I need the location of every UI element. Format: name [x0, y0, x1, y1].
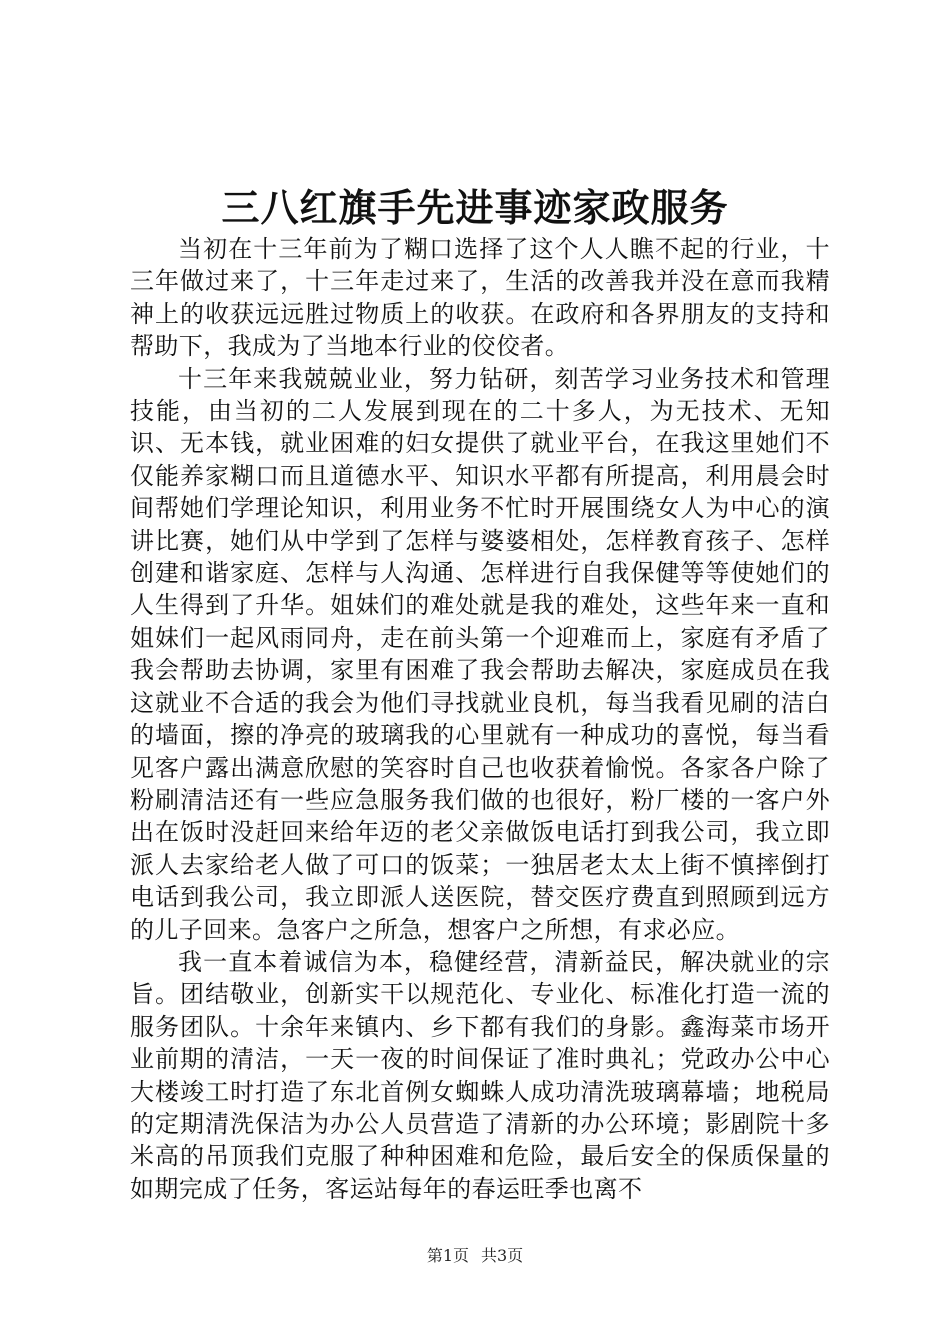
document-title: 三八红旗手先进事迹家政服务 — [221, 186, 729, 230]
document-body — [130, 233, 830, 1205]
page-footer — [0, 1245, 950, 1267]
page-number: 第1页 — [426, 1246, 469, 1265]
page-total: 共3页 — [481, 1246, 524, 1265]
paragraph: 我一直本着诚信为本，稳健经营，清新益民，解决就业的宗旨。团结敬业，创新实干以规范化、专业化、标准化打造一流的服务团队。十余年来镇内、乡下都有我们的身影。鑫海菜市场开业前期的清洁，一天一夜的时间保证了准时典礼；党政办公中心大楼竣工时打造了东北首例女蜘蛛人成功清洗玻璃幕墙；地税局的定期清洗保洁为办公人员营造了清新的办公环境；影剧院十多米高的吊顶我们克服了种种困难和危险，最后安全的保质保量的如期完成了任务，客运站每年的春运旺季也离不 — [130, 947, 830, 1203]
paragraph: 当初在十三年前为了糊口选择了这个人人瞧不起的行业，十三年做过来了，十三年走过来了，生活的改善我并没在意而我精神上的收获远远胜过物质上的收获。在政府和各界朋友的支持和帮助下，我成为了当地本行业的佼佼者。 — [130, 235, 830, 361]
paragraph: 十三年来我兢兢业业，努力钻研，刻苦学习业务技术和管理技能，由当初的二人发展到现在的二十多人，为无技术、无知识、无本钱，就业困难的妇女提供了就业平台，在我这里她们不仅能养家糊口而且道德水平、知识水平都有所提高，利用晨会时间帮她们学理论知识，利用业务不忙时开展围绕女人为中心的演讲比赛，她们从中学到了怎样与婆婆相处，怎样教育孩子、怎样创建和谐家庭、怎样与人沟通、怎样进行自我保健等等使她们的人生得到了升华。姐妹们的难处就是我的难处，这些年来一直和姐妹们一起风雨同舟，走在前头第一个迎难而上，家庭有矛盾了我会帮助去协调，家里有困难了我会帮助去解决，家庭成员在我这就业不合适的我会为他们寻找就业良机，每当我看见刷的洁白的墙面，擦的净亮的玻璃我的心里就有一种成功的喜悦，每当看见客户露出满意欣慰的笑容时自己也收获着愉悦。各家各户除了粉刷清洁还有一些应急服务我们做的也很好，粉厂楼的一客户外出在饭时没赶回来给年迈的老父亲做饭电话打到我公司，我立即派人去家给老人做了可口的饭菜；一独居老太太上街不慎摔倒打电话到我公司，我立即派人送医院，替交医疗费直到照顾到远方的儿子回来。急客户之所急，想客户之所想，有求必应。 — [130, 364, 830, 944]
